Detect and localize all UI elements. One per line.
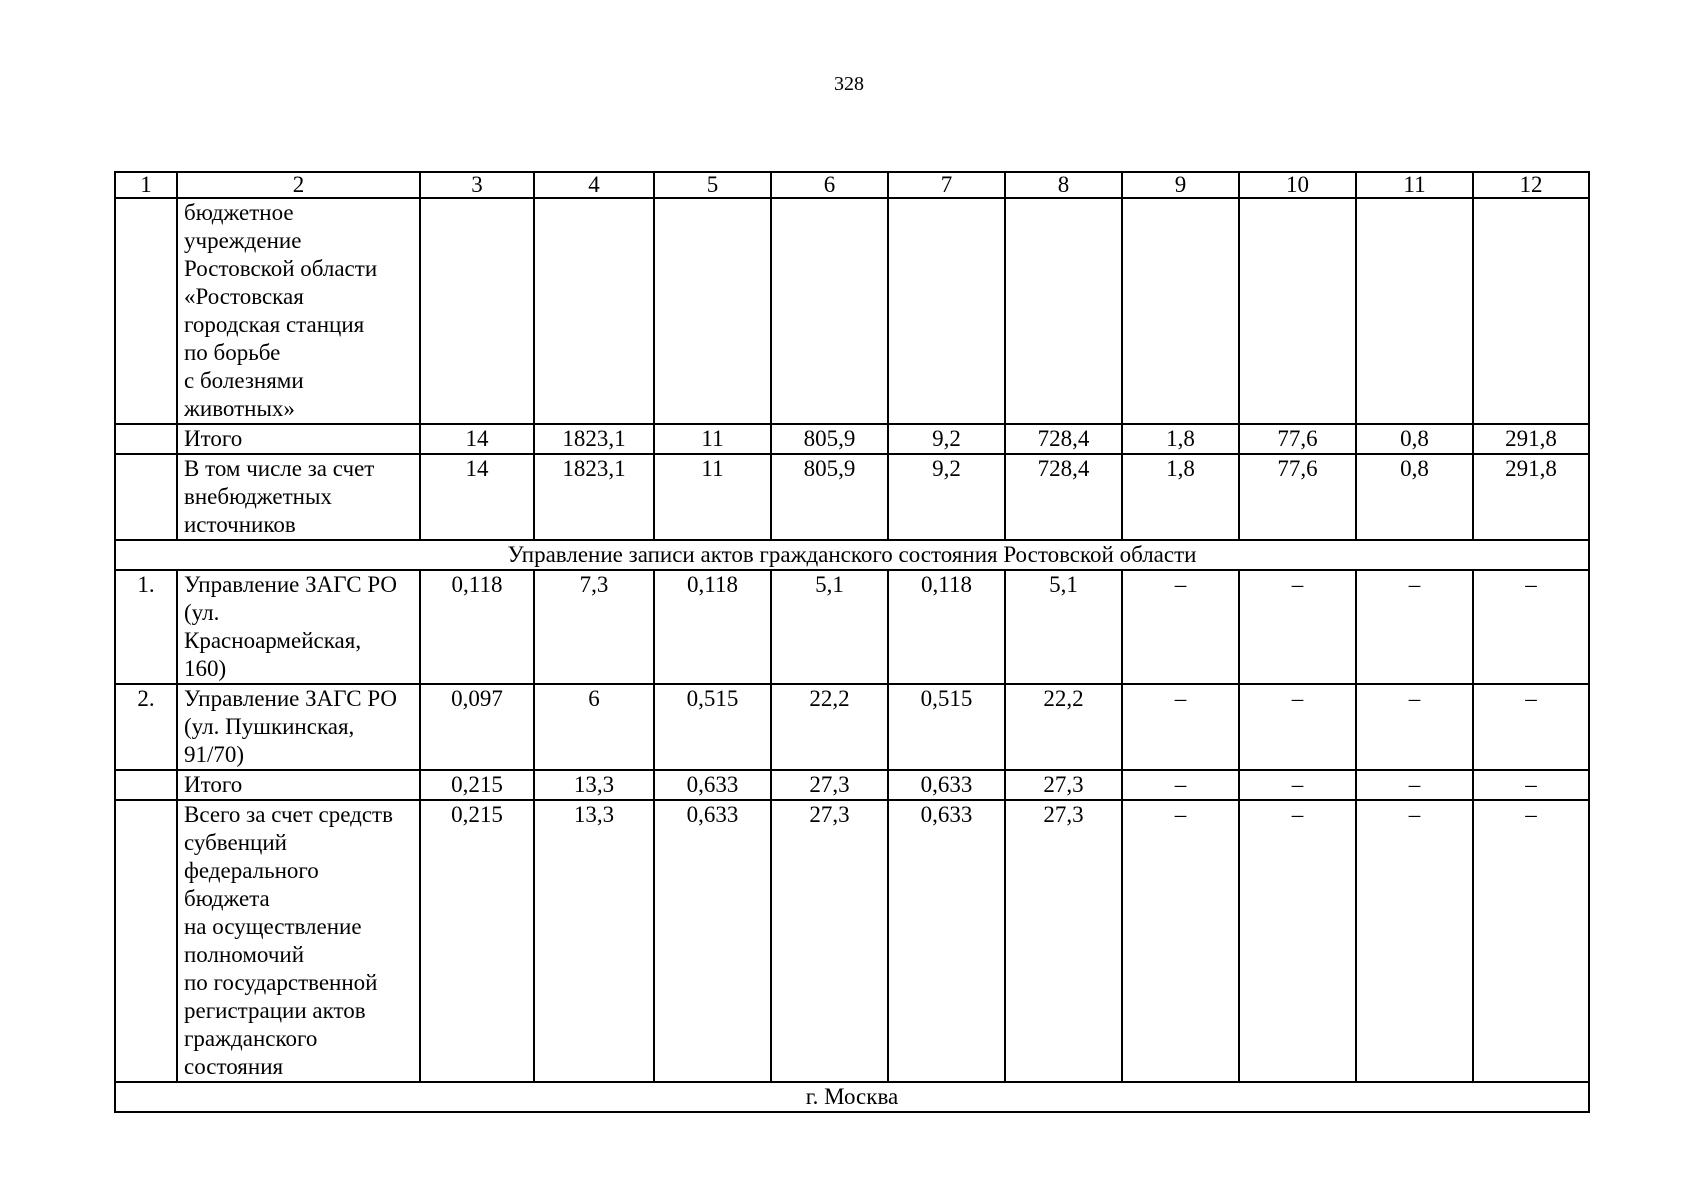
cell: 0,8 [1356, 454, 1473, 540]
cell: 9,2 [888, 424, 1005, 454]
column-number: 7 [888, 172, 1005, 198]
row-number [115, 770, 177, 800]
cell: 0,215 [420, 770, 534, 800]
table-header-row [115, 172, 1589, 198]
cell: 6 [534, 684, 654, 770]
row-name: Управление ЗАГС РО (ул. Красноармейская, 160) [177, 570, 420, 684]
column-number: 9 [1122, 172, 1239, 198]
cell: 27,3 [771, 770, 888, 800]
cell: 0,515 [888, 684, 1005, 770]
column-number: 6 [771, 172, 888, 198]
cell: 5,1 [771, 570, 888, 684]
cell [1239, 198, 1356, 424]
cell: 11 [654, 424, 771, 454]
cell: 0,8 [1356, 424, 1473, 454]
cell: 13,3 [534, 770, 654, 800]
cell: 77,6 [1239, 454, 1356, 540]
row-number: 1. [115, 570, 177, 684]
cell: 728,4 [1005, 424, 1122, 454]
cell: 0,118 [888, 570, 1005, 684]
row-number [115, 424, 177, 454]
table-row [115, 570, 1589, 684]
section-title: г. Москва [115, 1082, 1589, 1112]
cell: – [1239, 800, 1356, 1082]
column-number: 5 [654, 172, 771, 198]
cell: 11 [654, 454, 771, 540]
row-number [115, 198, 177, 424]
cell [654, 198, 771, 424]
data-table [114, 171, 1590, 1113]
cell: 14 [420, 454, 534, 540]
cell: 0,633 [888, 770, 1005, 800]
column-number: 4 [534, 172, 654, 198]
section-row [115, 1082, 1589, 1112]
row-name: бюджетное учреждение Ростовской области «Ростовская городская станция по борьбе с болезнями животных» [177, 198, 420, 424]
cell: – [1473, 770, 1589, 800]
cell: 14 [420, 424, 534, 454]
row-name: Итого [177, 770, 420, 800]
cell: 27,3 [1005, 800, 1122, 1082]
cell: – [1473, 570, 1589, 684]
cell: – [1239, 684, 1356, 770]
cell: – [1473, 800, 1589, 1082]
cell: 0,097 [420, 684, 534, 770]
cell: 0,633 [888, 800, 1005, 1082]
column-number: 3 [420, 172, 534, 198]
cell [1356, 198, 1473, 424]
row-name: Управление ЗАГС РО (ул. Пушкинская, 91/70) [177, 684, 420, 770]
cell: 728,4 [1005, 454, 1122, 540]
table-row [115, 454, 1589, 540]
cell: 0,118 [654, 570, 771, 684]
table-row [115, 800, 1589, 1082]
row-name: Всего за счет средств субвенций федерального бюджета на осуществление полномочий по государственной регистрации актов гражданского состояния [177, 800, 420, 1082]
column-number: 1 [115, 172, 177, 198]
cell: – [1356, 770, 1473, 800]
cell: 77,6 [1239, 424, 1356, 454]
cell: 27,3 [1005, 770, 1122, 800]
cell: 1,8 [1122, 424, 1239, 454]
cell [1122, 198, 1239, 424]
column-number: 2 [177, 172, 420, 198]
row-number [115, 800, 177, 1082]
cell: 0,118 [420, 570, 534, 684]
cell: 0,215 [420, 800, 534, 1082]
column-number: 12 [1473, 172, 1589, 198]
cell: 13,3 [534, 800, 654, 1082]
cell: 9,2 [888, 454, 1005, 540]
table-row [115, 770, 1589, 800]
cell: 805,9 [771, 424, 888, 454]
cell [888, 198, 1005, 424]
cell: – [1122, 570, 1239, 684]
cell [1473, 198, 1589, 424]
cell: – [1122, 770, 1239, 800]
cell: 0,633 [654, 800, 771, 1082]
cell: 27,3 [771, 800, 888, 1082]
cell: – [1122, 684, 1239, 770]
cell: – [1239, 570, 1356, 684]
cell: 1823,1 [534, 424, 654, 454]
cell: 7,3 [534, 570, 654, 684]
row-number [115, 454, 177, 540]
cell: 1,8 [1122, 454, 1239, 540]
cell: 5,1 [1005, 570, 1122, 684]
cell: 22,2 [771, 684, 888, 770]
cell: 0,633 [654, 770, 771, 800]
cell: 0,515 [654, 684, 771, 770]
section-row [115, 540, 1589, 570]
cell [420, 198, 534, 424]
cell: 291,8 [1473, 454, 1589, 540]
table-row [115, 424, 1589, 454]
row-number: 2. [115, 684, 177, 770]
cell: 805,9 [771, 454, 888, 540]
column-number: 8 [1005, 172, 1122, 198]
page-number: 328 [834, 73, 864, 95]
column-number: 10 [1239, 172, 1356, 198]
cell [1005, 198, 1122, 424]
cell: 22,2 [1005, 684, 1122, 770]
cell: – [1473, 684, 1589, 770]
column-number: 11 [1356, 172, 1473, 198]
cell: 291,8 [1473, 424, 1589, 454]
row-name: Итого [177, 424, 420, 454]
cell: 1823,1 [534, 454, 654, 540]
section-title: Управление записи актов гражданского состояния Ростовской области [115, 540, 1589, 570]
row-name: В том числе за счет внебюджетных источников [177, 454, 420, 540]
cell: – [1356, 570, 1473, 684]
cell: – [1122, 800, 1239, 1082]
cell [534, 198, 654, 424]
table-row [115, 684, 1589, 770]
cell: – [1356, 684, 1473, 770]
cell [771, 198, 888, 424]
cell: – [1239, 770, 1356, 800]
cell: – [1356, 800, 1473, 1082]
table-row [115, 198, 1589, 424]
